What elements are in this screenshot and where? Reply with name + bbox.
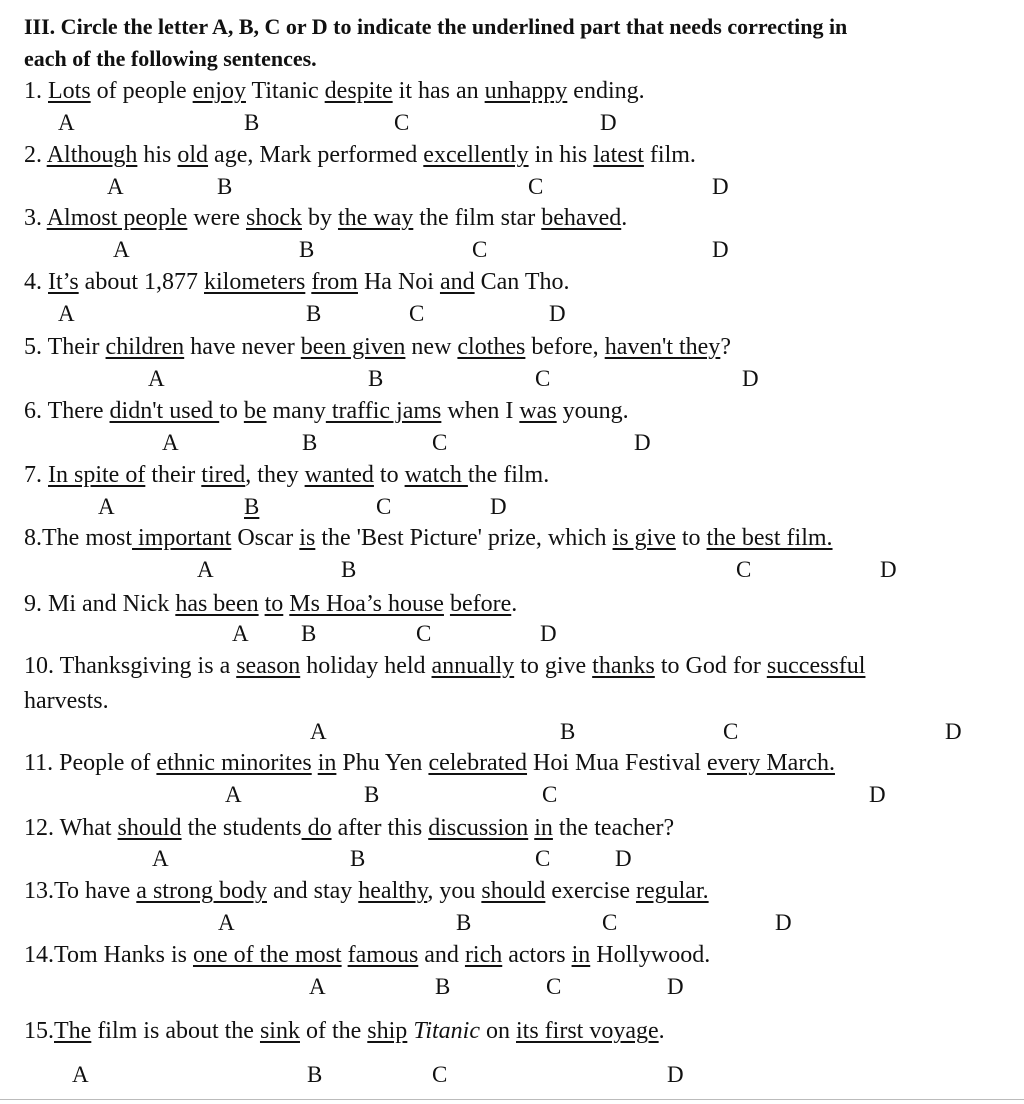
underlined-part: should [481,878,546,904]
sentence-text: film. [643,142,696,168]
sentence-text: 5. Their [24,334,106,360]
underlined-part: despite [324,78,393,104]
option-label-d[interactable]: D [490,494,507,519]
option-label-a[interactable]: A [162,430,179,455]
sentence-text: 10. Thanksgiving is a [24,653,237,679]
underlined-part: enjoy [192,78,246,104]
underlined-part: the best film. [706,525,833,551]
question-sentence [24,940,710,970]
option-label-c[interactable]: C [376,494,392,519]
sentence-text: Can Tho. [474,269,570,295]
sentence-text: 15. [24,1018,54,1044]
question-sentence [24,523,833,553]
question-sentence [24,589,517,619]
question-sentence [24,813,674,843]
sentence-text: actors [502,942,572,968]
sentence-text: of people [90,78,193,104]
option-label-d[interactable]: D [634,430,651,455]
option-label-b[interactable]: B [560,719,576,744]
option-label-d[interactable]: D [667,1062,684,1087]
sentence-text: 13.To have [24,878,137,904]
sentence-text: after this [331,815,429,841]
sentence-text: 14.Tom Hanks is [24,942,193,968]
option-label-d[interactable]: D [667,974,684,999]
option-label-b[interactable]: B [301,621,317,646]
sentence-text: ? [720,334,731,360]
option-label-b[interactable]: B [306,301,322,326]
option-label-c[interactable]: C [432,1062,448,1087]
underlined-part: wanted [304,462,374,488]
sentence-text: when I [441,398,520,424]
sentence-text: before, [525,334,605,360]
underlined-part: been given [300,334,406,360]
sentence-text: Phu Yen [336,750,429,776]
underlined-part: ethnic minorites [156,750,312,776]
underlined-part: regular. [635,878,709,904]
underlined-part: shock [245,205,302,231]
question-sentence [24,203,627,233]
underlined-part: and [439,269,475,295]
option-label-a[interactable]: A [58,301,75,326]
option-label-a[interactable]: A [98,494,115,519]
sentence-text: the film. [467,462,550,488]
option-label-b[interactable]: B [244,110,260,135]
underlined-part: has been [175,591,259,617]
underlined-part: season [236,653,301,679]
option-label-d[interactable]: D [742,366,759,391]
option-label-a[interactable]: A [232,621,249,646]
sentence-text: Oscar [231,525,300,551]
sentence-text: 12. What [24,815,118,841]
option-label-c[interactable]: C [535,846,551,871]
underlined-part: didn't used [109,398,220,424]
option-label-d[interactable]: D [549,301,566,326]
question-sentence [24,748,835,778]
sentence-text: to [373,462,405,488]
sentence-text: 4. [24,269,48,295]
sentence-text: on [480,1018,516,1044]
sentence-text: to [675,525,707,551]
underlined-part: behaved [541,205,622,231]
sentence-text: Titanic [245,78,325,104]
option-label-a[interactable]: A [225,782,242,807]
page-bottom-divider [0,1099,1024,1100]
sentence-text: and [418,942,465,968]
underlined-part: children [105,334,185,360]
underlined-part: excellently [423,142,529,168]
option-label-c[interactable]: C [472,237,488,262]
sentence-text: , you [427,878,482,904]
sentence-text: his [137,142,178,168]
sentence-text: young. [556,398,629,424]
sentence-text: . [658,1018,665,1044]
underlined-part: haven't they [604,334,721,360]
option-label-a[interactable]: A [218,910,235,935]
underlined-part: the way [337,205,414,231]
option-label-c[interactable]: C [528,174,544,199]
underlined-part: is give [612,525,676,551]
option-label-d[interactable]: D [712,237,729,262]
underlined-part: Lots [48,78,91,104]
sentence-text: . [621,205,628,231]
option-label-a[interactable]: A [58,110,75,135]
option-label-a[interactable]: A [309,974,326,999]
option-label-c[interactable]: C [394,110,410,135]
underlined-part: Ms Hoa’s house [289,591,444,617]
underlined-part: Almost people [46,205,188,231]
sentence-text: 8.The most [24,525,132,551]
option-label-c[interactable]: C [723,719,739,744]
option-label-d[interactable]: D [869,782,886,807]
sentence-text: have never [184,334,301,360]
underlined-part: in [317,750,337,776]
option-label-b[interactable]: B [456,910,472,935]
option-label-b[interactable]: B [299,237,315,262]
underlined-part: important [132,525,232,551]
sentence-text: about 1,877 [78,269,204,295]
sentence-text: the teacher? [552,815,675,841]
underlined-part: should [117,815,182,841]
sentence-text: 7. [24,462,48,488]
sentence-text: . [511,591,518,617]
sentence-text: the film star [413,205,542,231]
sentence-text: the 'Best Picture' prize, which [315,525,613,551]
underlined-part: do [301,815,332,841]
underlined-part: before [449,591,512,617]
underlined-part: celebrated [428,750,528,776]
sentence-text: 9. Mi and Nick [24,591,176,617]
option-label-b[interactable]: B [350,846,366,871]
underlined-part: famous [347,942,419,968]
sentence-text: 2. [24,142,47,168]
option-label-c[interactable]: C [736,557,752,582]
sentence-text: to God for [654,653,767,679]
sentence-text: their [145,462,202,488]
underlined-part: Although [46,142,138,168]
question-sentence [24,876,709,906]
option-label-d[interactable]: D [540,621,557,646]
option-label-b[interactable]: B [244,494,260,519]
question-sentence [24,396,629,426]
option-label-c[interactable]: C [535,366,551,391]
option-label-b[interactable]: B [368,366,384,391]
sentence-text: Titanic [413,1018,480,1044]
sentence-text: many [266,398,326,424]
sentence-text: it has an [392,78,485,104]
underlined-part: In spite of [48,462,146,488]
option-label-b[interactable]: B [435,974,451,999]
sentence-text: holiday held [300,653,432,679]
sentence-text: 11. People of [24,750,157,776]
option-label-c[interactable]: C [602,910,618,935]
sentence-text: 3. [24,205,47,231]
underlined-part: from [311,269,358,295]
option-label-a[interactable]: A [148,366,165,391]
sentence-text: and stay [266,878,359,904]
option-label-a[interactable]: A [197,557,214,582]
sentence-text: 6. There [24,398,110,424]
sentence-text: 1. [24,78,48,104]
option-label-d[interactable]: D [600,110,617,135]
underlined-part: annually [431,653,515,679]
underlined-part: unhappy [484,78,568,104]
option-label-a[interactable]: A [113,237,130,262]
sentence-text: Hoi Mua Festival [527,750,708,776]
sentence-text: the students [181,815,302,841]
instruction-line-1: III. Circle the letter A, B, C or D to indicate the underlined part that needs correcting in [24,14,848,39]
option-label-d[interactable]: D [615,846,632,871]
option-label-c[interactable]: C [409,301,425,326]
instruction-line-2: each of the following sentences. [24,46,317,71]
underlined-part: sink [259,1018,300,1044]
option-label-b[interactable]: B [307,1062,323,1087]
question-sentence [24,332,731,362]
underlined-part: a strong body [136,878,267,904]
question-sentence [24,651,865,681]
option-label-b[interactable]: B [364,782,380,807]
underlined-part: is [299,525,316,551]
sentence-text: film is about the [91,1018,260,1044]
underlined-part: healthy [358,878,428,904]
option-label-c[interactable]: C [416,621,432,646]
sentence-text: of the [299,1018,368,1044]
underlined-part: kilometers [204,269,306,295]
question-sentence [24,267,570,297]
underlined-part: be [243,398,267,424]
underlined-part: was [519,398,557,424]
underlined-part: successful [766,653,866,679]
option-label-d[interactable]: D [945,719,962,744]
underlined-part: rich [464,942,503,968]
question-sentence [24,1016,665,1046]
sentence-text: by [301,205,338,231]
question-sentence [24,140,696,170]
option-label-a[interactable]: A [310,719,327,744]
option-label-d[interactable]: D [880,557,897,582]
underlined-part: discussion [428,815,529,841]
underlined-part: old [177,142,209,168]
question-sentence [24,460,549,490]
sentence-text: new [405,334,458,360]
underlined-part: ship [367,1018,408,1044]
sentence-text: exercise [545,878,636,904]
sentence-text: were [187,205,246,231]
option-label-b[interactable]: B [302,430,318,455]
underlined-part: in [534,815,553,841]
underlined-part: The [54,1018,92,1044]
sentence-text: Ha Noi [357,269,440,295]
underlined-part: tired [201,462,246,488]
underlined-part: watch [404,462,468,488]
underlined-part: latest [593,142,644,168]
option-label-d[interactable]: D [775,910,792,935]
sentence-text: in his [528,142,594,168]
sentence-text: to give [514,653,593,679]
underlined-part: its first voyage [516,1018,659,1044]
option-label-b[interactable]: B [341,557,357,582]
sentence-text: , they [245,462,305,488]
underlined-part: to [264,591,284,617]
underlined-part: one of the most [192,942,342,968]
option-label-c[interactable]: C [542,782,558,807]
sentence-text: ending. [567,78,645,104]
question-sentence [24,76,645,106]
sentence-text: to [219,398,244,424]
option-label-a[interactable]: A [152,846,169,871]
underlined-part: clothes [457,334,526,360]
option-label-d[interactable]: D [712,174,729,199]
underlined-part: in [571,942,591,968]
underlined-part: thanks [592,653,655,679]
underlined-part: traffic jams [325,398,442,424]
option-label-a[interactable]: A [72,1062,89,1087]
sentence-text: Hollywood. [590,942,711,968]
question-continuation: harvests. [24,688,109,714]
underlined-part: every March. [707,750,835,776]
sentence-text: age, Mark performed [208,142,424,168]
option-label-c[interactable]: C [432,430,448,455]
option-label-c[interactable]: C [546,974,562,999]
underlined-part: It’s [48,269,79,295]
option-label-b[interactable]: B [217,174,233,199]
option-label-a[interactable]: A [107,174,124,199]
